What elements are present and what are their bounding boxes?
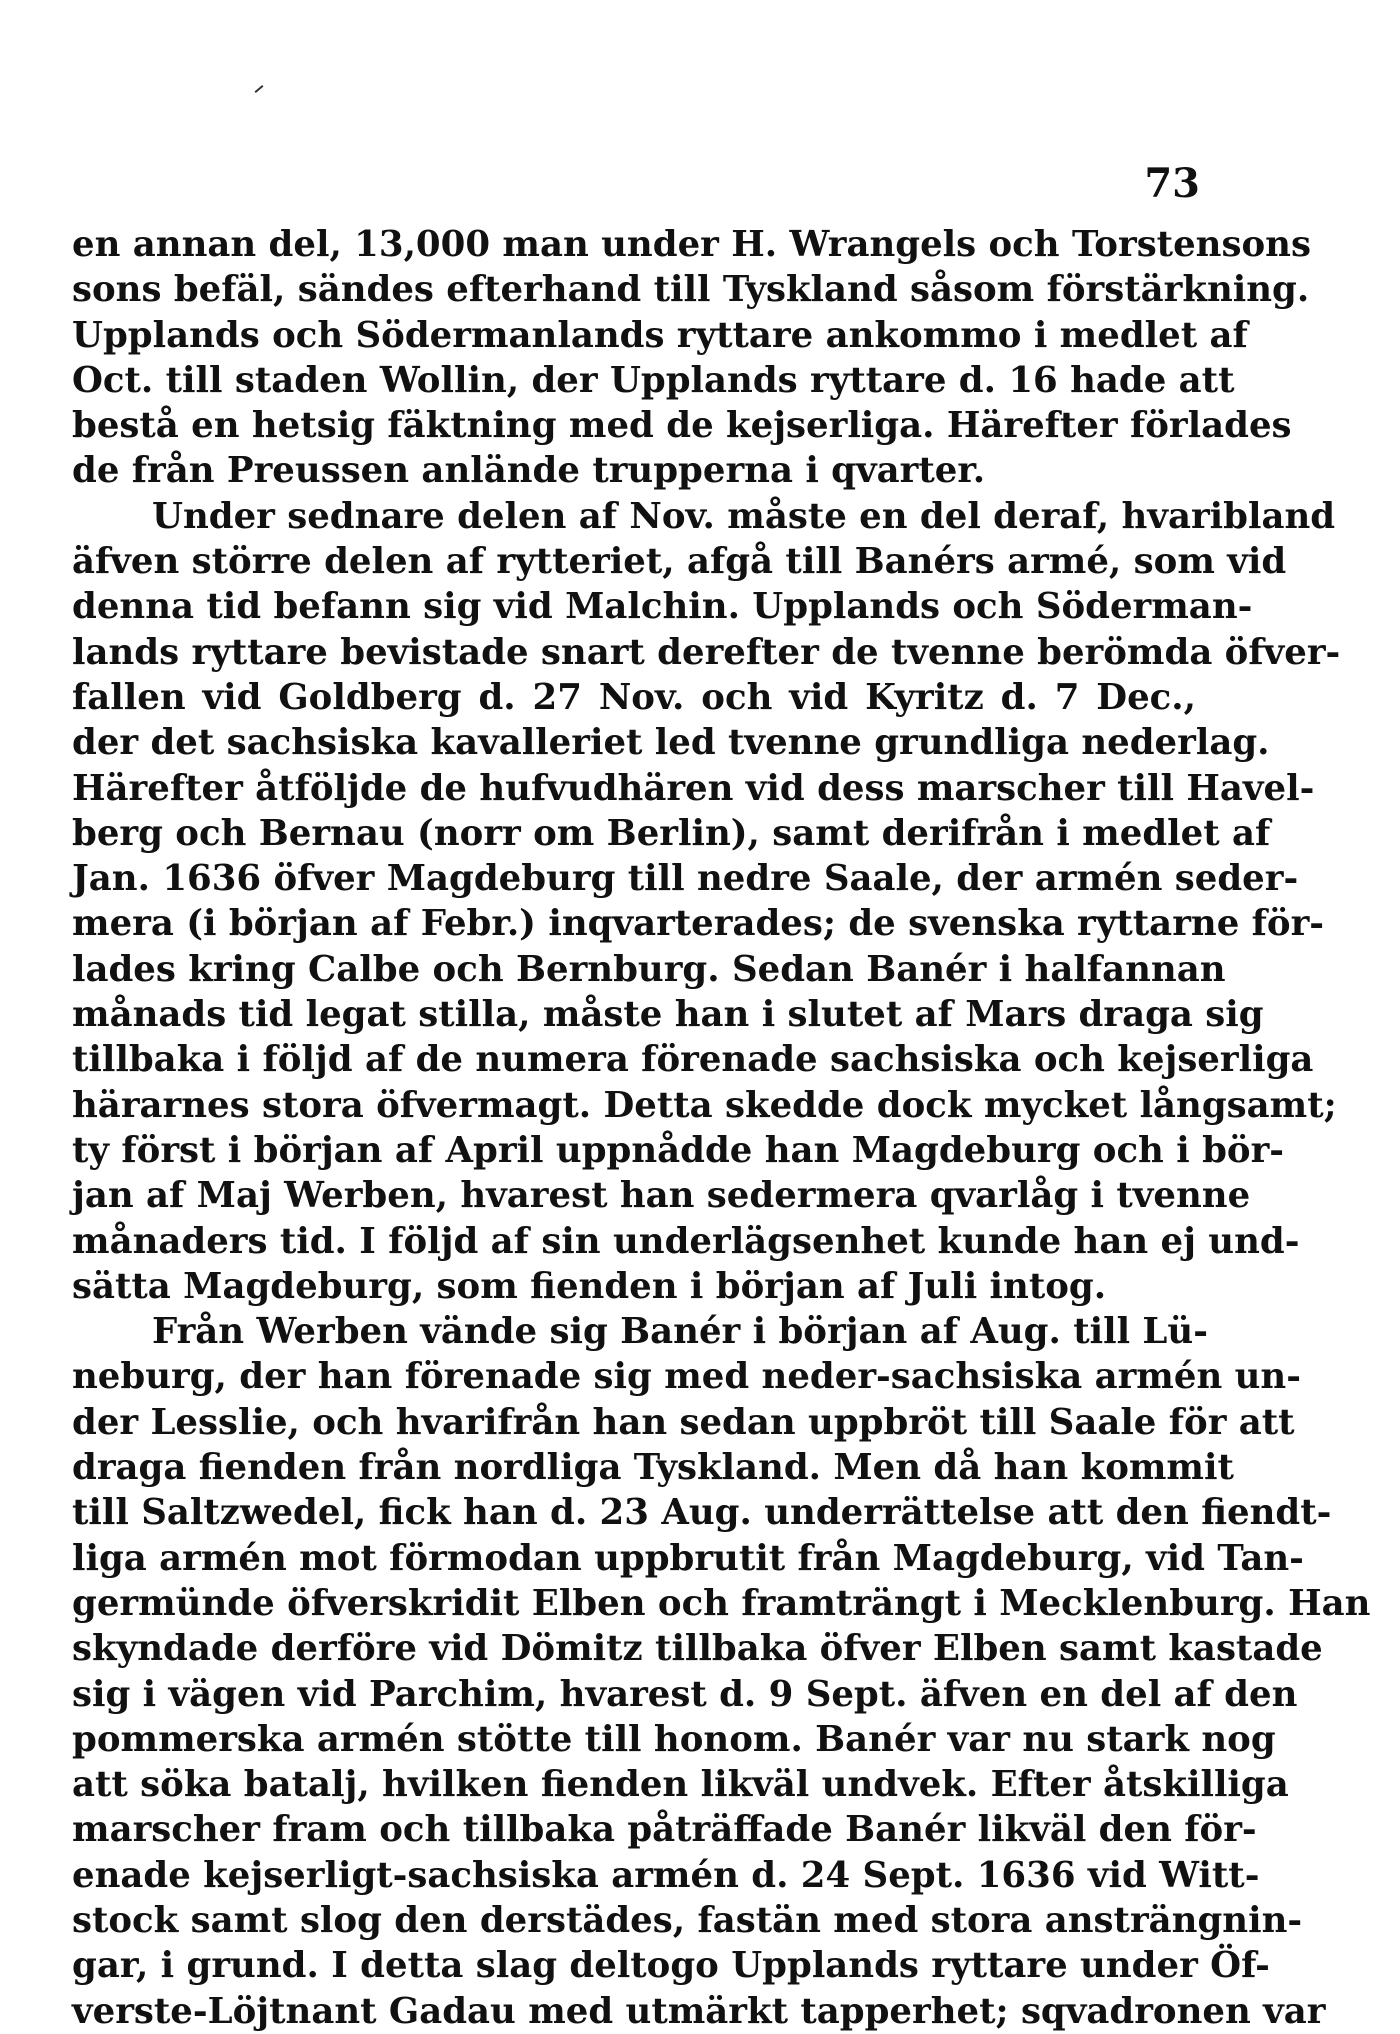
text-line: till Saltzwedel, fick han d. 23 Aug. underrättelse att den fiendt-: [72, 1492, 1332, 1534]
text-line: månads tid legat stilla, måste han i slutet af Mars draga sig: [72, 994, 1264, 1036]
text-line: der det sachsiska kavalleriet led tvenne grundliga nederlag.: [72, 722, 1270, 764]
text-line: liga armén mot förmodan uppbrutit från Magdeburg, vid Tan-: [72, 1537, 1304, 1579]
text-line: mera (i början af Febr.) inqvarterades; de svenska ryttarne för-: [72, 903, 1325, 945]
body-text: [72, 222, 1371, 2034]
stray-ink-mark: [255, 85, 264, 93]
text-line: Från Werben vände sig Banér i början af Aug. till Lü-: [152, 1311, 1208, 1353]
text-line: härarnes stora öfvermagt. Detta skedde dock mycket långsamt;: [72, 1084, 1337, 1126]
text-line: Oct. till staden Wollin, der Upplands ryttare d. 16 hade att: [72, 359, 1235, 401]
text-line: lands ryttare bevistade snart derefter de tvenne berömda öfver-: [72, 631, 1341, 673]
text-line: lades kring Calbe och Bernburg. Sedan Banér i halfannan: [72, 948, 1226, 990]
text-line: Jan. 1636 öfver Magdeburg till nedre Saale, der armén seder-: [72, 858, 1299, 900]
text-line: marscher fram och tillbaka påträffade Banér likväl den för-: [72, 1809, 1257, 1851]
text-line: jan af Maj Werben, hvarest han sedermera qvarlåg i tvenne: [72, 1175, 1251, 1217]
text-line: att söka batalj, hvilken fienden likväl undvek. Efter åtskilliga: [72, 1764, 1289, 1806]
text-line: sätta Magdeburg, som fienden i början af Juli intog.: [72, 1265, 1107, 1307]
text-line: enade kejserligt-sachsiska armén d. 24 Sept. 1636 vid Witt-: [72, 1854, 1260, 1896]
text-line: sig i vägen vid Parchim, hvarest d. 9 Sept. äfven en del af den: [72, 1673, 1298, 1715]
text-line: Upplands och Södermanlands ryttare ankommo i medlet af: [72, 314, 1248, 356]
text-line: gar, i grund. I detta slag deltogo Upplands ryttare under Öf-: [72, 1945, 1270, 1987]
page-number: 73: [1144, 160, 1200, 207]
text-line: draga fienden från nordliga Tyskland. Men då han kommit: [72, 1447, 1234, 1489]
text-line: Härefter åtföljde de hufvudhären vid dess marscher till Havel-: [72, 767, 1315, 809]
text-line: ty först i början af April uppnådde han Magdeburg och i bör-: [72, 1129, 1285, 1171]
text-line: de från Preussen anlände trupperna i qvarter.: [72, 450, 986, 492]
text-line: germünde öfverskridit Elben och framträngt i Mecklenburg. Han: [72, 1582, 1371, 1624]
text-line: verste-Löjtnant Gadau med utmärkt tapperhet; sqvadronen var: [72, 1990, 1326, 2032]
text-line: bestå en hetsig fäktning med de kejserliga. Härefter förlades: [72, 405, 1292, 447]
text-line: tillbaka i följd af de numera förenade sachsiska och kejserliga: [72, 1039, 1314, 1081]
text-line: berg och Bernau (norr om Berlin), samt derifrån i medlet af: [72, 812, 1271, 854]
text-line: sons befäl, sändes efterhand till Tyskland såsom förstärkning.: [72, 269, 1310, 311]
text-line: denna tid befann sig vid Malchin. Upplands och Söderman-: [72, 586, 1253, 628]
text-line: skyndade derföre vid Dömitz tillbaka öfver Elben samt kastade: [72, 1628, 1323, 1670]
text-line: en annan del, 13,000 man under H. Wrangels och Torstensons: [72, 224, 1311, 265]
text-line: stock samt slog den derstädes, fastän med stora ansträngnin-: [72, 1899, 1303, 1941]
text-line: pommerska armén stötte till honom. Banér var nu stark nog: [72, 1718, 1276, 1760]
text-line: neburg, der han förenade sig med neder-sachsiska armén un-: [72, 1356, 1301, 1398]
text-line: fallen vid Goldberg d. 27 Nov. och vid Kyritz d. 7 Dec.,: [72, 676, 1196, 718]
text-line: månaders tid. I följd af sin underlägsenhet kunde han ej und-: [72, 1220, 1300, 1262]
text-line: äfven större delen af rytteriet, afgå till Banérs armé, som vid: [72, 541, 1287, 583]
text-line: der Lesslie, och hvarifrån han sedan uppbröt till Saale för att: [72, 1401, 1295, 1443]
text-line: Under sednare delen af Nov. måste en del deraf, hvaribland: [152, 495, 1336, 537]
